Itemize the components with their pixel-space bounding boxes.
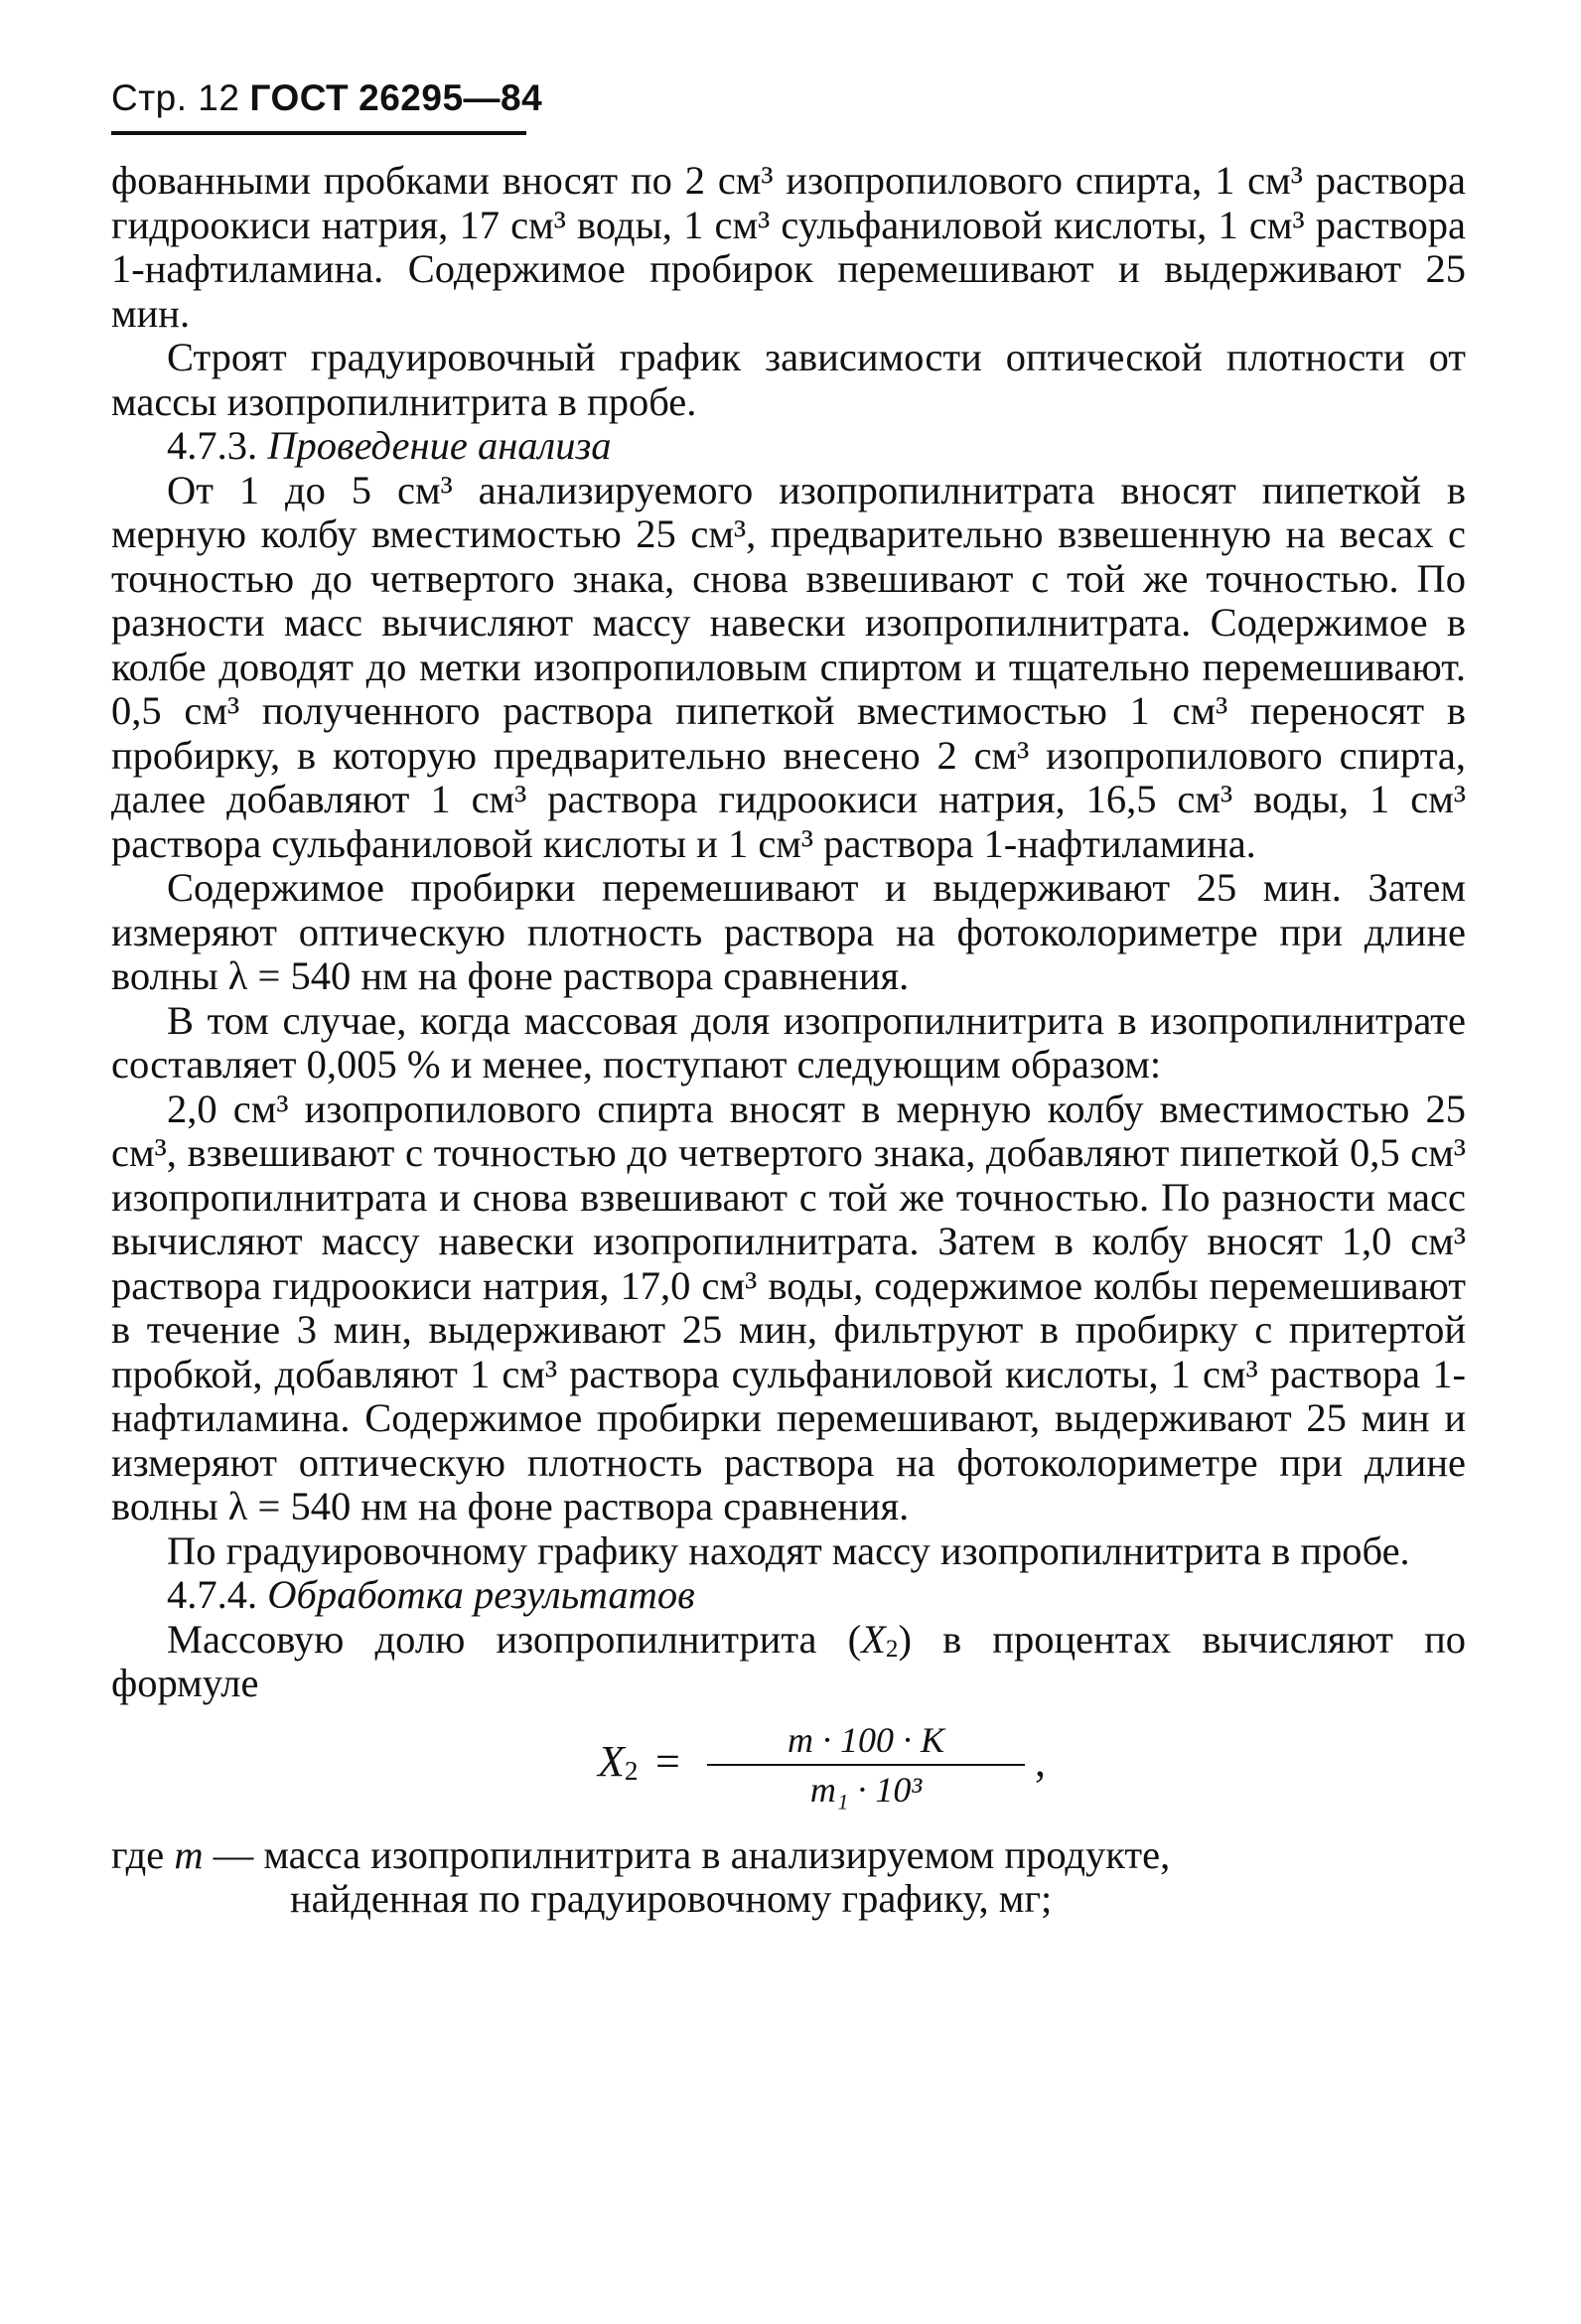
where-definition-2: найденная по градуировочному графику, мг; [290, 1876, 1053, 1921]
where-variable: m [174, 1831, 204, 1877]
section-title: Проведение анализа [267, 423, 612, 468]
header-rule [111, 131, 526, 135]
variable-x-subscript: 2 [885, 1635, 899, 1663]
where-clause [111, 1833, 1466, 1922]
section-number: 4.7.3. [167, 423, 258, 468]
formula [111, 1712, 1466, 1823]
paragraph-6: 2,0 см³ изопропилового спирта вносят в мерную колбу вместимостью 25 см³, взвешивают с точностью до четвертого знака, добавляют пипеткой 0,5 см³ изопропилнитрата и снова взвешивают с той же точностью. По разности масс вычисляют массу навески изопропилнитрата. Затем в колбу вносят 1,0 см³ раствора гидроокиси натрия, 17,0 см³ воды, содержимое колбы перемешивают в течение 3 мин, выдерживают 25 мин, фильтруют в пробирку с притертой пробкой, добавляют 1 см³ раствора сульфаниловой кислоты, 1 см³ раствора 1-нафтиламина. Содержимое пробирки перемешивают, выдерживают 25 мин и измеряют оптическую плотность раствора на фотоколориметре при длине волны λ = 540 нм на фоне раствора сравнения. [111, 1086, 1466, 1528]
paragraph-3: От 1 до 5 см³ анализируемого изопропилнитрата вносят пипеткой в мерную колбу вместимостью 25 см³, предварительно взвешенную на весах с точностью до четвертого знака, снова взвешивают с той же точностью. По разности масс вычисляют массу навески изопропилнитрата. Содержимое в колбе доводят до метки изопропиловым спиртом и тщательно перемешивают. 0,5 см³ полученного раствора пипеткой вместимостью 1 см³ переносят в пробирку, в которую предварительно внесено 2 см³ изопропилового спирта, далее добавляют 1 см³ раствора гидроокиси натрия, 16,5 см³ воды, 1 см³ раствора сульфаниловой кислоты и 1 см³ раствора 1-нафтиламина. [111, 467, 1466, 866]
paragraph-4: Содержимое пробирки перемешивают и выдерживают 25 мин. Затем измеряют оптическую плотность раствора на фотоколориметре при длине волны λ = 540 нм на фоне раствора сравнения. [111, 865, 1466, 998]
formula-numerator: m · 100 · K [787, 1719, 944, 1760]
section-number: 4.7.4. [167, 1572, 258, 1617]
formula-fraction [707, 1718, 1025, 1810]
paragraph-2: Строят градуировочный график зависимости оптической плотности от массы изопропилнитрита в пробе. [111, 335, 1466, 424]
paragraph-1: фованными пробками вносят по 2 см³ изопропилового спирта, 1 см³ раствора гидроокиси натрия, 17 см³ воды, 1 см³ сульфаниловой кислоты, 1 см³ раствора 1-нафтиламина. Содержимое пробирок перемешивают и выдерживают 25 мин. [111, 158, 1466, 336]
variable-x: X [861, 1616, 886, 1662]
section-heading-4-7-3 [111, 424, 1466, 469]
paragraph-8 [111, 1618, 1466, 1706]
paragraph-8-text-a: Массовую долю изопропилнитрита ( [167, 1616, 862, 1662]
where-line-1 [111, 1833, 1466, 1878]
where-definition-1: масса изопропилнитрита в анализируемом продукте, [263, 1831, 1171, 1877]
paragraph-7: По градуировочному графику находят массу изопропилнитрита в пробе. [167, 1527, 1410, 1573]
formula-denominator: m₁ · 10³ [809, 1769, 923, 1810]
fraction-bar [707, 1764, 1025, 1766]
standard-label: ГОСТ [249, 77, 350, 118]
page-header [111, 77, 542, 119]
page-number: Стр. 12 [111, 77, 240, 118]
where-word: где [111, 1831, 165, 1877]
section-title: Обработка результатов [267, 1572, 695, 1617]
formula-equals: = [655, 1736, 680, 1786]
where-dash: — [213, 1831, 254, 1877]
formula-lhs-subscript: 2 [624, 1755, 639, 1786]
paragraph-8-text-b: ) в процентах вычисляют по формуле [111, 1616, 1467, 1705]
formula-lhs [598, 1736, 639, 1786]
formula-lhs-var: X [598, 1736, 625, 1786]
standard-number: 26295—84 [359, 77, 543, 118]
section-heading-4-7-4 [111, 1573, 1466, 1618]
document-body [111, 159, 1466, 1922]
paragraph-5: В том случае, когда массовая доля изопропилнитрита в изопропилнитрате составляет 0,005 % и менее, поступают следующим образом: [111, 997, 1466, 1087]
formula-comma: , [1035, 1736, 1046, 1786]
